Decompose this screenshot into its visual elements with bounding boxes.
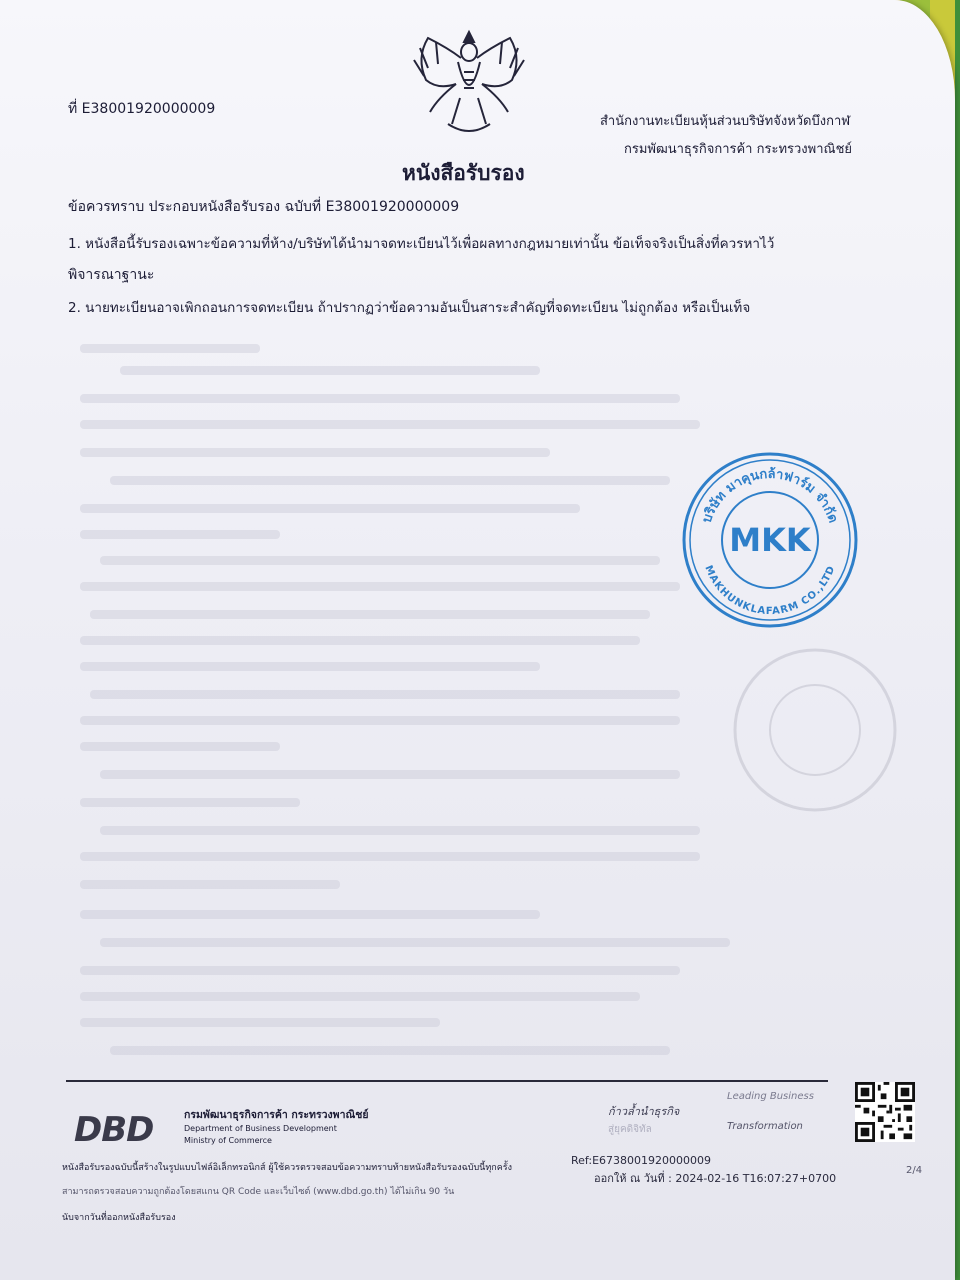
reference-number: Ref:E6738001920000009 bbox=[571, 1154, 712, 1167]
slogan-thai-sub: สู่ยุคดิจิทัล bbox=[608, 1124, 652, 1135]
disclaimer-line-1: หนังสือรับรองฉบับนี้สร้างในรูปแบบไฟล์อิเล็กทรอนิกส์ ผู้ใช้ควรตรวจสอบข้อความทราบท้ายหนังสือรับรองฉบับนี้ทุกครั้ง bbox=[62, 1163, 512, 1173]
show-through-text bbox=[110, 476, 670, 485]
notice-item-1-continued: พิจารณาฐานะ bbox=[68, 267, 155, 283]
page-title: หนังสือรับรอง bbox=[402, 161, 525, 185]
show-through-text bbox=[80, 344, 260, 353]
show-through-text bbox=[90, 610, 650, 619]
disclaimer-line-2: สามารถตรวจสอบความถูกต้องโดยสแกน QR Code และเว็บไซต์ (www.dbd.go.th) ได้ไม่เกิน 90 วัน bbox=[62, 1187, 455, 1197]
disclaimer-line-3: นับจากวันที่ออกหนังสือรับรอง bbox=[62, 1213, 176, 1223]
show-through-text bbox=[80, 504, 580, 513]
show-through-text bbox=[110, 1046, 670, 1055]
show-through-text bbox=[80, 716, 680, 725]
show-through-text bbox=[80, 662, 540, 671]
show-through-text bbox=[80, 910, 540, 919]
show-through-text bbox=[80, 530, 280, 539]
show-through-text bbox=[120, 366, 540, 375]
dbd-name-english: Department of Business Development bbox=[184, 1124, 337, 1133]
svg-text:MKK: MKK bbox=[729, 521, 811, 559]
issued-datetime: ออกให้ ณ วันที่ : 2024-02-16 T16:07:27+0700 bbox=[594, 1172, 837, 1185]
show-through-text bbox=[100, 938, 730, 947]
qr-code-icon bbox=[855, 1082, 915, 1142]
company-seal-stamp bbox=[680, 450, 860, 630]
show-through-text bbox=[80, 966, 680, 975]
show-through-text bbox=[80, 798, 300, 807]
show-through-text bbox=[80, 852, 700, 861]
slogan-thai: ก้าวล้ำนำธุรกิจ bbox=[608, 1105, 680, 1118]
show-through-text bbox=[80, 992, 640, 1001]
dbd-name-thai: กรมพัฒนาธุรกิจการค้า กระทรวงพาณิชย์ bbox=[184, 1109, 369, 1121]
svg-text:MAKHUNKLAFARM CO.,LTD: MAKHUNKLAFARM CO.,LTD bbox=[702, 563, 838, 618]
garuda-emblem-icon bbox=[408, 28, 530, 138]
show-through-text bbox=[100, 556, 660, 565]
svg-text:บริษัท มาคุนกล้าฟาร์ม จำกัด: บริษัท มาคุนกล้าฟาร์ม จำกัด bbox=[699, 466, 841, 525]
show-through-text bbox=[80, 742, 280, 751]
footer-divider bbox=[66, 1080, 828, 1082]
show-through-text bbox=[80, 636, 640, 645]
show-through-text bbox=[80, 448, 550, 457]
document-number: ที่ E38001920000009 bbox=[68, 101, 216, 117]
slogan-english-2: Transformation bbox=[727, 1121, 803, 1132]
show-through-text bbox=[90, 690, 680, 699]
show-through-text bbox=[100, 826, 700, 835]
show-through-text bbox=[80, 420, 700, 429]
notice-heading: ข้อควรทราบ ประกอบหนังสือรับรอง ฉบับที่ E38001920000009 bbox=[68, 199, 460, 215]
show-through-stamp bbox=[730, 645, 900, 815]
notice-item-1: 1. หนังสือนี้รับรองเฉพาะข้อความที่ห้าง/บริษัทได้นำมาจดทะเบียนไว้เพื่อผลทางกฎหมายเท่านั้น ข้อเท็จจริงเป็นสิ่งที่ควรหาไว้ bbox=[68, 236, 775, 252]
dbd-logo: DBD bbox=[74, 1110, 154, 1150]
show-through-text bbox=[80, 1018, 440, 1027]
ministry-name-english: Ministry of Commerce bbox=[184, 1136, 272, 1145]
show-through-text bbox=[100, 770, 680, 779]
show-through-text bbox=[80, 880, 340, 889]
slogan-english: Leading Business bbox=[727, 1091, 814, 1102]
notice-item-2: 2. นายทะเบียนอาจเพิกถอนการจดทะเบียน ถ้าปรากฏว่าข้อความอันเป็นสาระสำคัญที่จดทะเบียน ไม่ถูกต้อง หรือเป็นเท็จ bbox=[68, 300, 751, 316]
registrar-office: สำนักงานทะเบียนหุ้นส่วนบริษัทจังหวัดบึงกาฬ bbox=[600, 114, 851, 129]
page-number: 2/4 bbox=[906, 1165, 923, 1176]
qr-code[interactable] bbox=[855, 1082, 915, 1142]
show-through-text bbox=[80, 582, 680, 591]
department-ministry: กรมพัฒนาธุรกิจการค้า กระทรวงพาณิชย์ bbox=[624, 142, 853, 157]
show-through-text bbox=[80, 394, 680, 403]
